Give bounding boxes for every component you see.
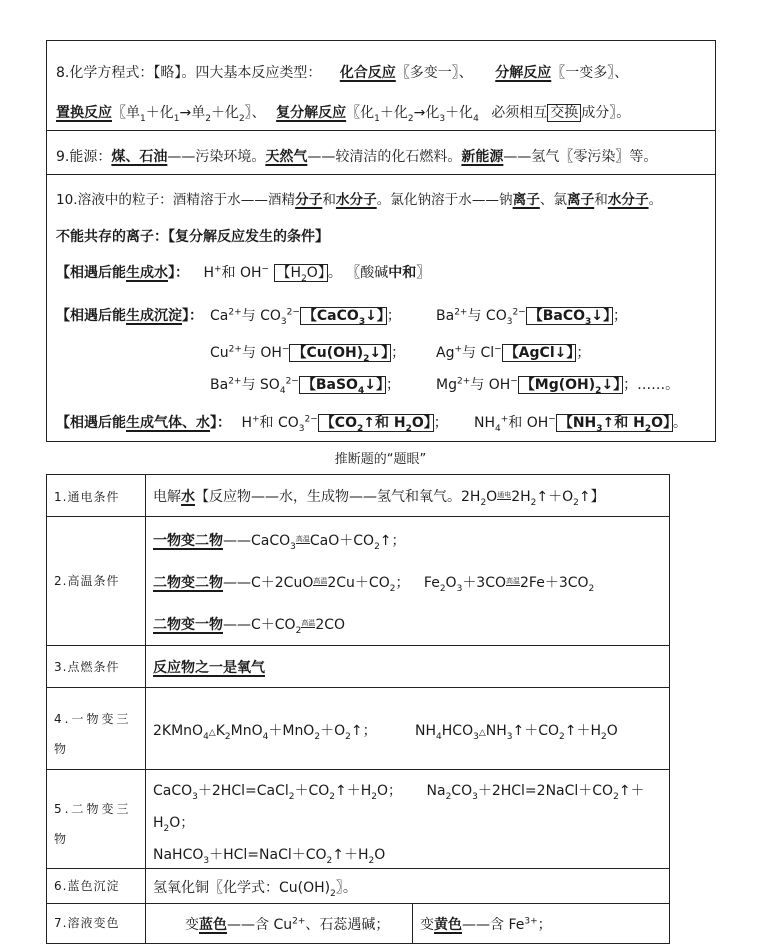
term-new-energy: 新能源 [461,149,504,165]
section-title: 推断题的“题眼” [334,452,427,467]
cell-blue-precipitate: 氢氧化铜〖化学式：$Cu(OH)_2$〗。 [153,880,357,899]
ppt-item: $Ba^{2+}$与 $SO_4^{2-}$ 【BaSO$_4$↓】 ； [210,376,400,396]
eq-high-temp-3: 二物变一物$——C+CO_2^{高温}2CO$ [153,617,346,636]
precipitate-label: 【相遇后能生成沉淀】： [56,308,203,324]
ppt-item: $Mg^{2+}$与 OH− 【$Mg(OH)_2↓$】 ；……。 [436,376,680,396]
term-displacement: 置换反应 [56,105,112,121]
eq-high-temp-2: 二物变二物$——C+2CuO^{高温}2Cu+CO_2$； $Fe_2O_3+3CO^{高温}2Fe+3CO_2$ [153,575,595,594]
row-9-energy: 9.能源：煤、石油——污染环境。天然气——较清洁的化石燃料。新能源——氢气〖零污染〗等。 [56,149,658,165]
ppt-item: Ag+与 Cl− 【AgCl↓】 ； [436,344,591,361]
eq-high-temp-1: 一物变二物$——CaCO_3^{高温}CaO+CO_2↑$； [153,533,406,552]
row-label: 7.溶液变色 [54,916,120,930]
ppt-item: $Cu^{2+}$与 OH− 【$Cu(OH)_2↓$】 ； [210,344,406,364]
row-label: 1.通电条件 [54,490,120,504]
exchange-box: 交换 [547,104,581,122]
eq-two-to-three-2: $NaHCO_3+HCl=NaCl+CO_2↑+H_2O$ [153,847,386,866]
eq-two-to-three-1: $CaCO_3+2HCl=CaCl_2+CO_2↑+H_2O$； $Na_2CO_3+2HCl=2NaCl+CO_2↑+$ [153,783,645,802]
term-combination: 化合反应 [339,65,396,81]
water-rule: 【相遇后能生成水】： H+和 OH− 【$H_2O$】 。 〖酸碱中和〗 [56,264,431,284]
term-coal-oil: 煤、石油 [111,149,168,165]
ppt-item: $Ca^{2+}$与 $CO_3^{2-}$ 【CaCO$_3$↓】 ； [210,307,401,327]
row-10-particles: 10.溶液中的粒子：酒精溶于水——酒精分子和水分子。氯化钠溶于水——钠离子、氯离子和水分子。 [56,192,663,208]
ppt-item: $Ba^{2+}$与 $CO_3^{2-}$ 【BaCO$_3$↓】 ； [436,307,628,327]
row-label: 6.蓝色沉淀 [54,879,120,893]
row-label: 5.二物变三物 [54,802,132,846]
row-label: 4.一物变三物 [54,712,132,756]
row-8-line-1: 8.化学方程式：【略】。四大基本反应类型： 化合反应〖多变一〗、 分解反应〖一变多〗、 [56,65,629,81]
cell-yellow-solution: 变黄色——含 $Fe^{3+}$； [420,916,552,933]
cell-blue-solution: 变蓝色——含 $Cu^{2+}$、石蕊遇碱； [185,916,390,933]
cell-ignition: 反应物之一是氧气 [153,660,265,676]
eq-decompose-three: $2KMnO_4\triangle K_2MnO_4+MnO_2+O_2↑$； $NH_4HCO_3\triangle NH_3↑+CO_2↑+H_2O$ [153,723,618,742]
term-double-decomposition: 复分解反应 [276,105,347,121]
gas-rule: 【相遇后能生成气体、水】： H+和 $CO_3^{2-}$ 【$CO_2↑$和 $H_2O$】 ； [56,414,448,434]
gas-rule-2: $NH_4^+$和 OH− 【$NH_3↑$和 $H_2O$】 。 [474,414,688,434]
non-coexist-title: 不能共存的离子：【复分解反应发生的条件】 [56,229,329,245]
term-decomposition: 分解反应 [495,65,552,81]
eq-two-to-three-1-cont: $H_2O$； [153,815,195,834]
row-8-line-2: 置换反应〖单$_1$＋化$_1$→单$_2$＋化$_2$〗、 复分解反应〖化$_1$＋化$_2$→化$_3$＋化$_4$ 必须相互 交换 成分〗。 [56,105,631,124]
cell-electrolysis: 电解水【反应物——水，生成物——氢气和氧气。$2H_2O^{通电}2H_2↑+O_2↑$】 [153,489,605,508]
term-natural-gas: 天然气 [265,149,308,165]
row-label: 3.点燃条件 [54,660,120,674]
answer-h2o: 【$H_2O$】 [274,264,328,282]
row-label: 2.高温条件 [54,574,120,588]
